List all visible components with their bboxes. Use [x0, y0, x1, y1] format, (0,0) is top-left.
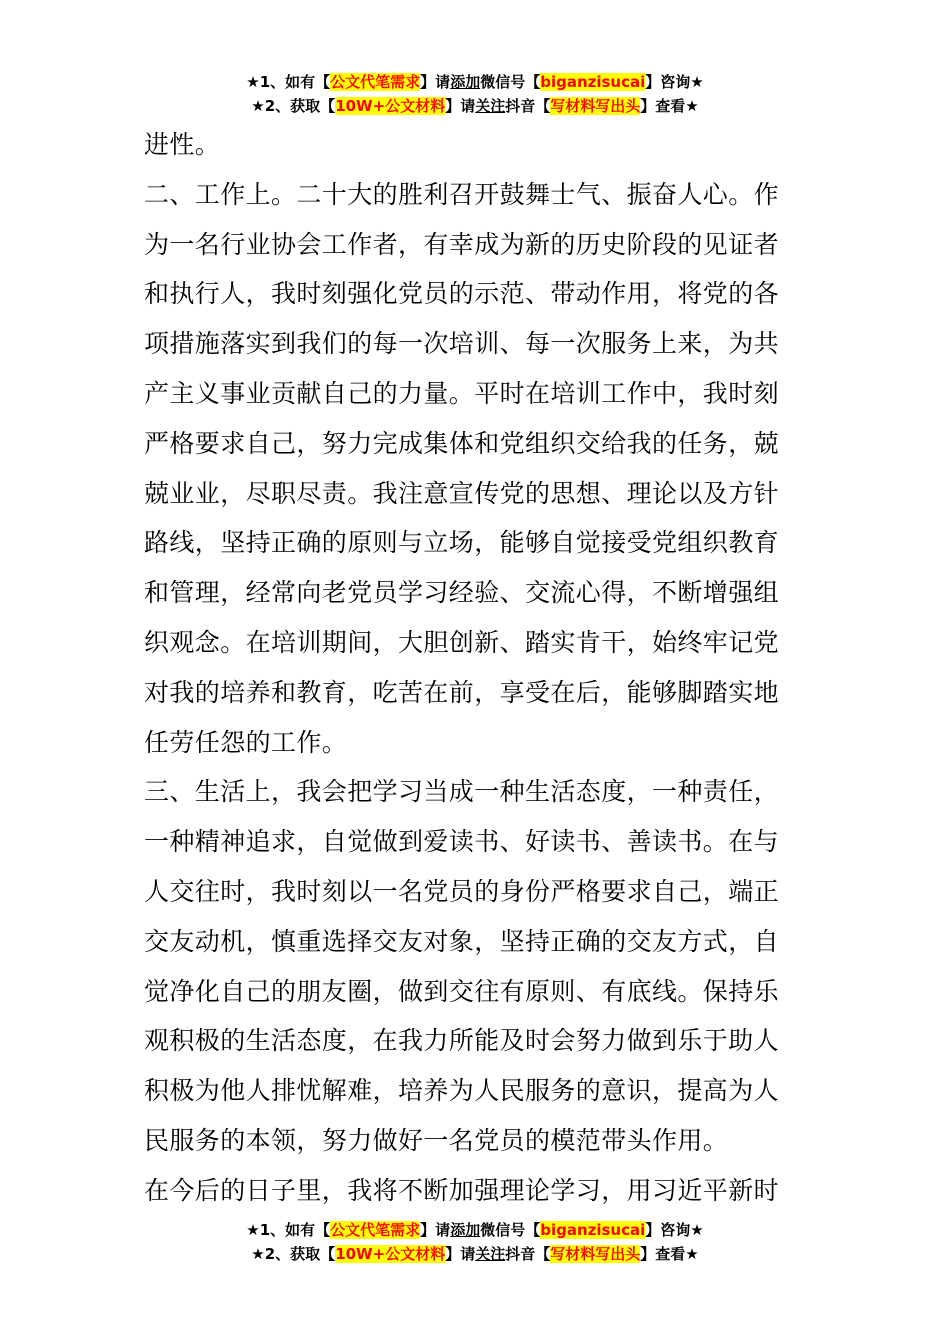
- footer-banner: [0, 1218, 950, 1266]
- text-line: 路线，坚持正确的原则与立场，能够自觉接受党组织教育: [144, 528, 780, 558]
- text-line: 交友动机，慎重选择交友对象，坚持正确的交友方式，自: [144, 926, 780, 956]
- text-line: 觉净化自己的朋友圈，做到交往有原则、有底线。保持乐: [144, 976, 780, 1006]
- banner-text: ★2、获取【: [251, 1245, 336, 1263]
- text-line: 积极为他人排忧解难，培养为人民服务的意识，提高为人: [144, 1076, 780, 1106]
- text-line: 民服务的本领，努力做好一名党员的模范带头作用。: [144, 1125, 729, 1155]
- text-line: 观积极的生活态度，在我力所能及时会努力做到乐于助人: [144, 1026, 780, 1056]
- text-line: 二、工作上。二十大的胜利召开鼓舞士气、振奋人心。作: [144, 179, 780, 209]
- text-line: 和管理，经常向老党员学习经验、交流心得，不断增强组: [144, 578, 780, 608]
- header-banner: [0, 70, 950, 118]
- banner-underlined-text: 添加: [450, 73, 481, 91]
- banner-text: 】咨询★: [645, 1221, 704, 1239]
- banner-line-1: [0, 70, 950, 94]
- text-line: 织观念。在培训期间，大胆创新、踏实肯干，始终牢记党: [144, 627, 780, 657]
- banner-underlined-text: 关注: [475, 1245, 506, 1263]
- text-line: 人交往时，我时刻以一名党员的身份严格要求自己，端正: [144, 876, 780, 906]
- banner-underlined-text: 添加: [450, 1221, 481, 1239]
- text-line: 项措施落实到我们的每一次培训、每一次服务上来，为共: [144, 329, 780, 359]
- banner-text: ★1、如有【: [246, 73, 331, 91]
- document-body: [144, 120, 809, 1216]
- banner-line-1: [0, 1218, 950, 1242]
- text-line: 对我的培养和教育，吃苦在前，享受在后，能够脚踏实地: [144, 677, 780, 707]
- banner-text: ★1、如有【: [246, 1221, 331, 1239]
- highlight-douyin-account: 写材料写出头: [550, 1245, 641, 1263]
- text-line: 兢业业，尽职尽责。我注意宣传党的思想、理论以及方针: [144, 478, 780, 508]
- text-line: 产主义事业贡献自己的力量。平时在培训工作中，我时刻: [144, 378, 780, 408]
- text-line: 任劳任怨的工作。: [144, 727, 348, 757]
- banner-text: ★2、获取【: [251, 97, 336, 115]
- banner-text: 】请: [420, 1221, 451, 1239]
- highlight-service: 公文代笔需求: [330, 1221, 421, 1239]
- highlight-wechat-id: biganzisucai: [540, 73, 646, 91]
- banner-text: 抖音【: [505, 1245, 551, 1263]
- text-line: 进性。: [144, 130, 221, 159]
- banner-text: 】查看★: [640, 97, 699, 115]
- banner-text: 】查看★: [640, 1245, 699, 1263]
- banner-line-2: [0, 94, 950, 118]
- banner-text: 抖音【: [505, 97, 551, 115]
- highlight-wechat-id: biganzisucai: [540, 1221, 646, 1239]
- text-line: 和执行人，我时刻强化党员的示范、带动作用，将党的各: [144, 279, 780, 309]
- banner-text: 微信号【: [480, 1221, 541, 1239]
- highlight-materials: 10W+公文材料: [335, 97, 446, 115]
- text-line: 在今后的日子里，我将不断加强理论学习，用习近平新时: [144, 1175, 780, 1205]
- text-line: 三、生活上，我会把学习当成一种生活态度，一种责任，: [144, 777, 780, 807]
- text-line: 严格要求自己，努力完成集体和党组织交给我的任务，兢: [144, 428, 780, 458]
- banner-underlined-text: 关注: [475, 97, 506, 115]
- text-line: 为一名行业协会工作者，有幸成为新的历史阶段的见证者: [144, 229, 780, 259]
- highlight-materials: 10W+公文材料: [335, 1245, 446, 1263]
- banner-text: 微信号【: [480, 73, 541, 91]
- highlight-douyin-account: 写材料写出头: [550, 97, 641, 115]
- banner-text: 】请: [445, 97, 476, 115]
- banner-text: 】请: [420, 73, 451, 91]
- banner-line-2: [0, 1242, 950, 1266]
- text-line: 一种精神追求，自觉做到爱读书、好读书、善读书。在与: [144, 827, 780, 857]
- banner-text: 】请: [445, 1245, 476, 1263]
- highlight-service: 公文代笔需求: [330, 73, 421, 91]
- banner-text: 】咨询★: [645, 73, 704, 91]
